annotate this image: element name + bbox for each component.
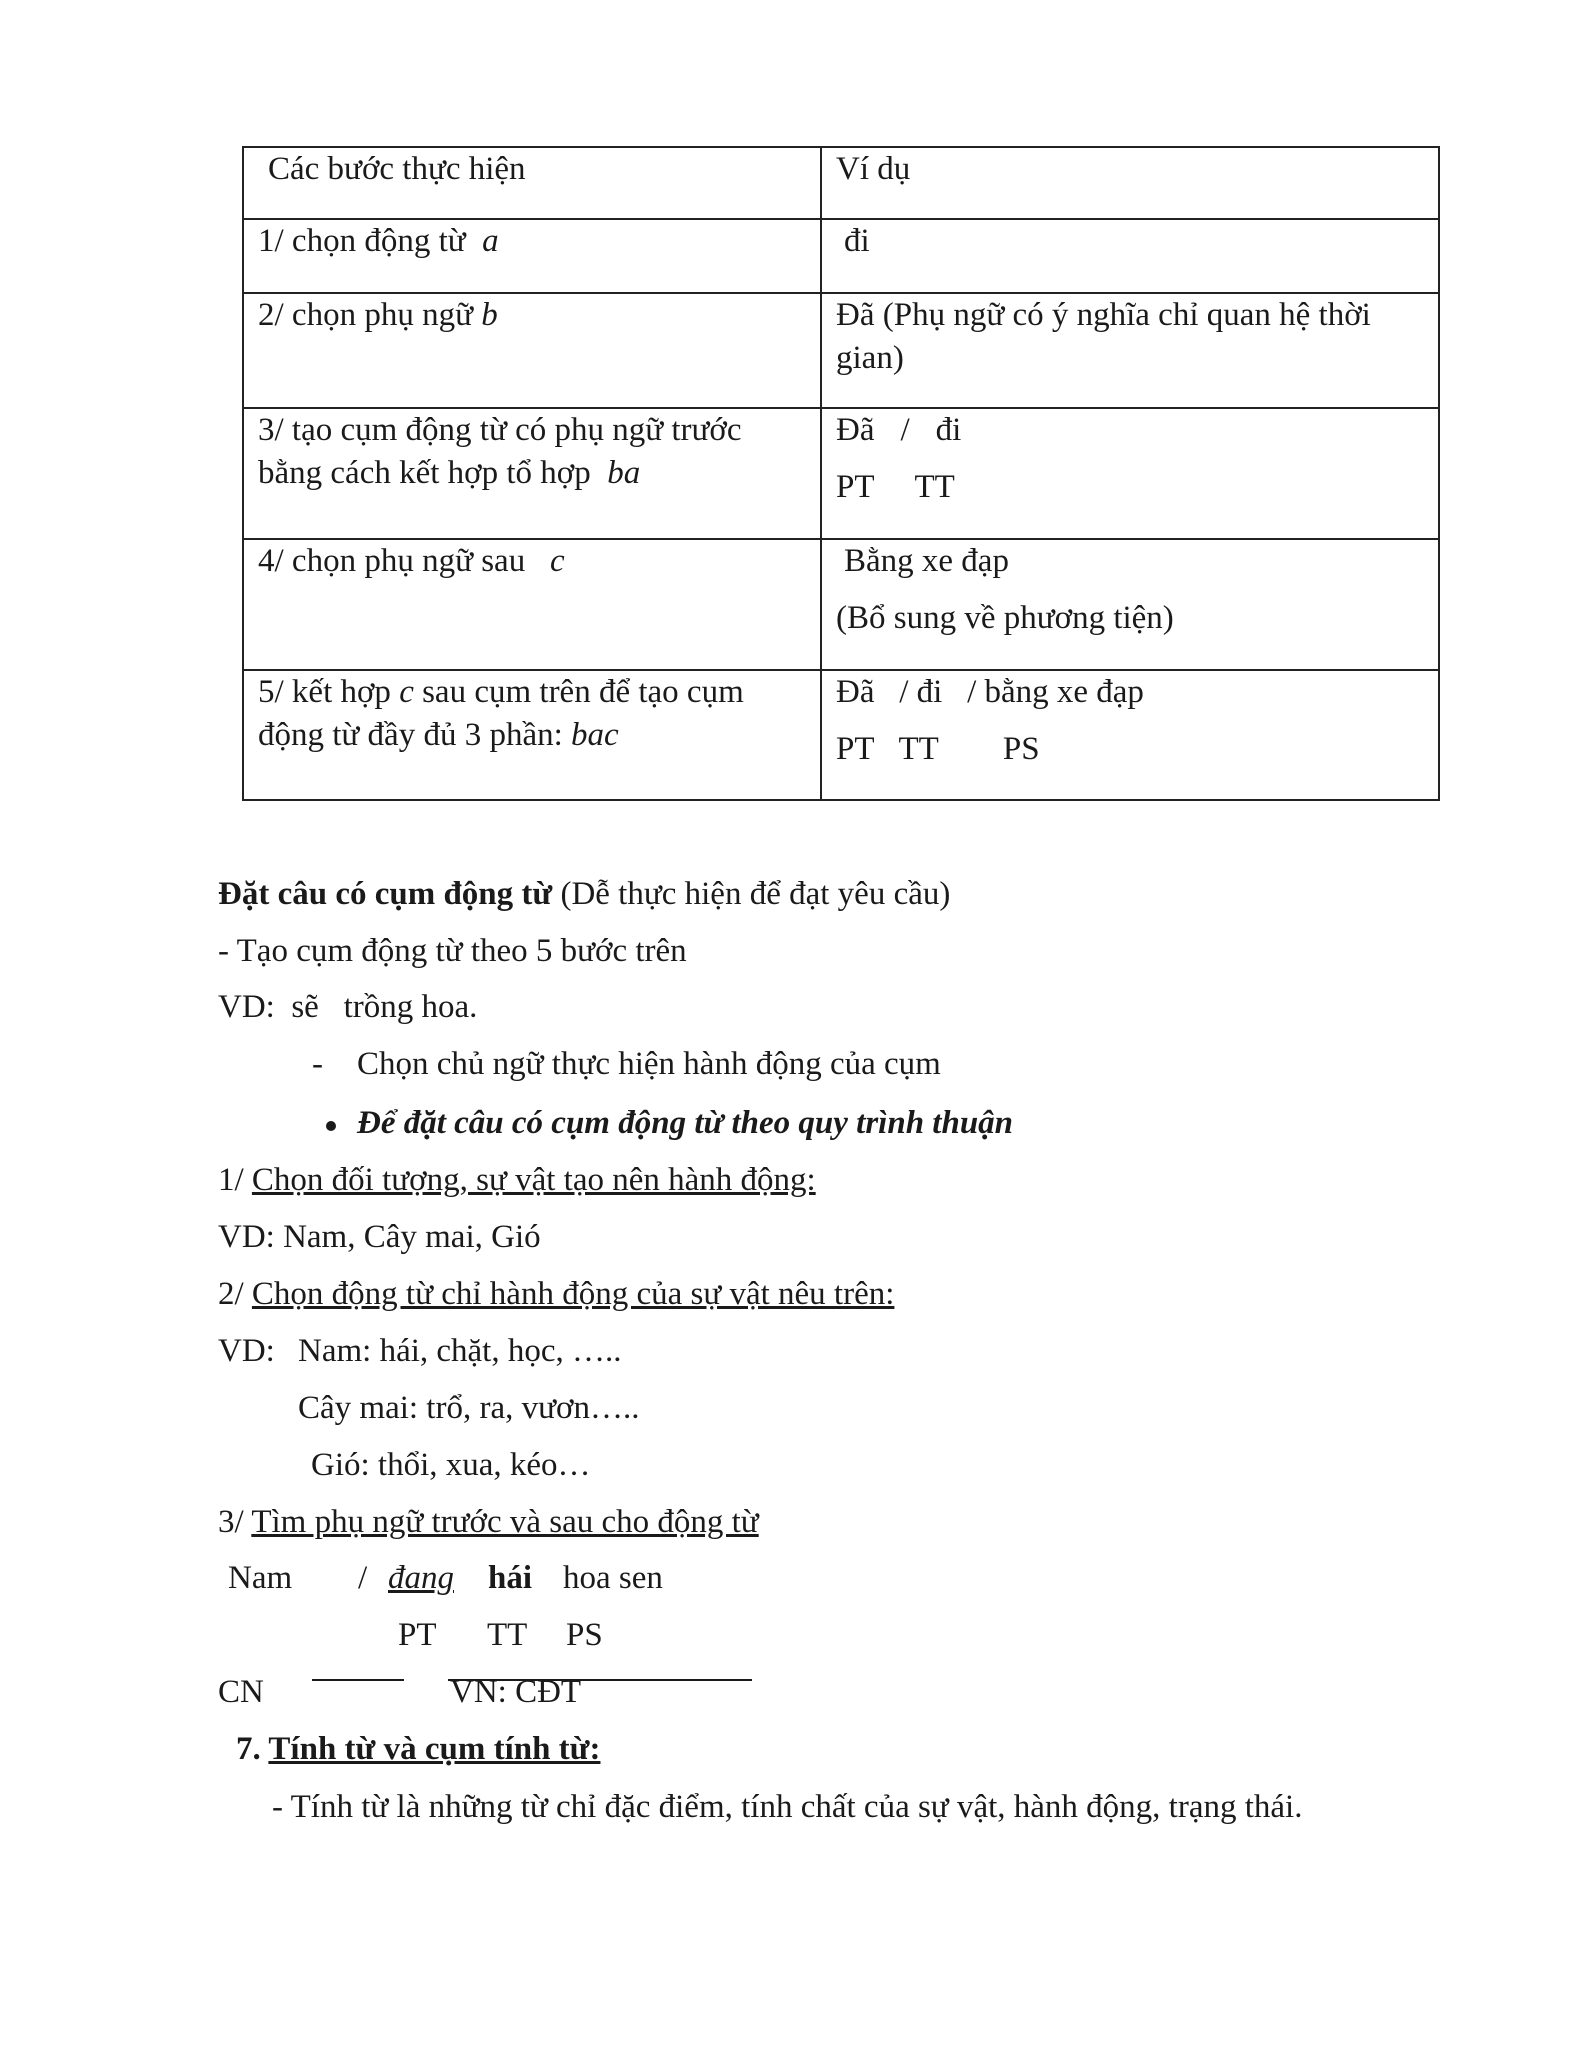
step-cell: 1/ chọn động từ a (243, 219, 821, 293)
table-header-row (243, 147, 1439, 219)
bullet-heading: Để đặt câu có cụm động từ theo quy trình thuận (357, 1105, 1014, 1141)
example-line: VD: sẽ trồng hoa. (218, 989, 478, 1025)
example-line: VD: Nam, Cây mai, Gió (218, 1219, 541, 1255)
example-cell: Bằng xe đạp (Bổ sung về phương tiện) (821, 539, 1439, 670)
step-cell: 5/ kết hợp c sau cụm trên để tạo cụm động từ đầy đủ 3 phần: bac (243, 670, 821, 800)
example-cell: đi (821, 219, 1439, 293)
label-tt: TT (487, 1617, 528, 1653)
label-vn: VN: CĐT (450, 1674, 582, 1710)
step-3: 3/ Tìm phụ ngữ trước và sau cho động từ (218, 1504, 759, 1540)
table-row (243, 539, 1439, 670)
step-cell: 4/ chọn phụ ngữ sau c (243, 539, 821, 670)
example-cell: Đã / đi / bằng xe đạp PT TT PS (821, 670, 1439, 800)
steps-table (242, 146, 1440, 801)
label-ps: PS (566, 1617, 603, 1653)
table-row (243, 293, 1439, 408)
header-steps: Các bước thực hiện (243, 147, 821, 219)
label-pt: PT (398, 1617, 437, 1653)
instruction-line: - Tạo cụm động từ theo 5 bước trên (218, 933, 687, 969)
table-row (243, 408, 1439, 539)
step-1: 1/ Chọn đối tượng, sự vật tạo nên hành động: (218, 1162, 816, 1198)
example-cell: Đã / đi PT TT (821, 408, 1439, 539)
subject-rule (312, 1679, 404, 1681)
table-row (243, 219, 1439, 293)
analysis-pre-modifier: đang (388, 1560, 454, 1596)
step-cell: 2/ chọn phụ ngữ b (243, 293, 821, 408)
header-example: Ví dụ (821, 147, 1439, 219)
example-verbs-nam: Nam: hái, chặt, học, ….. (298, 1333, 622, 1369)
table-row (243, 670, 1439, 800)
step-cell: 3/ tạo cụm động từ có phụ ngữ trước bằng cách kết hợp tổ hợp ba (243, 408, 821, 539)
analysis-subject: Nam (228, 1560, 293, 1596)
section7-heading: 7. Tính từ và cụm tính từ: (236, 1731, 601, 1767)
bullet-icon (326, 1121, 336, 1131)
analysis-slash: / (358, 1560, 368, 1596)
section-heading: Đặt câu có cụm động từ (Dễ thực hiện để đạt yêu cầu) (218, 876, 951, 912)
analysis-verb: hái (488, 1560, 533, 1596)
example-verbs-gio: Gió: thổi, xua, kéo… (311, 1447, 591, 1483)
dash-marker: - (312, 1046, 323, 1082)
step-2: 2/ Chọn động từ chỉ hành động của sự vật nêu trên: (218, 1276, 895, 1312)
analysis-post-modifier: hoa sen (563, 1560, 663, 1596)
example-verbs-caymai: Cây mai: trổ, ra, vươn….. (298, 1390, 640, 1426)
example-cell: Đã (Phụ ngữ có ý nghĩa chỉ quan hệ thời gian) (821, 293, 1439, 408)
section7-definition: - Tính từ là những từ chỉ đặc điểm, tính chất của sự vật, hành động, trạng thái. (272, 1789, 1303, 1825)
dash-item-text: Chọn chủ ngữ thực hiện hành động của cụm (357, 1046, 941, 1082)
label-cn: CN (218, 1674, 264, 1710)
example-prefix: VD: (218, 1333, 275, 1369)
